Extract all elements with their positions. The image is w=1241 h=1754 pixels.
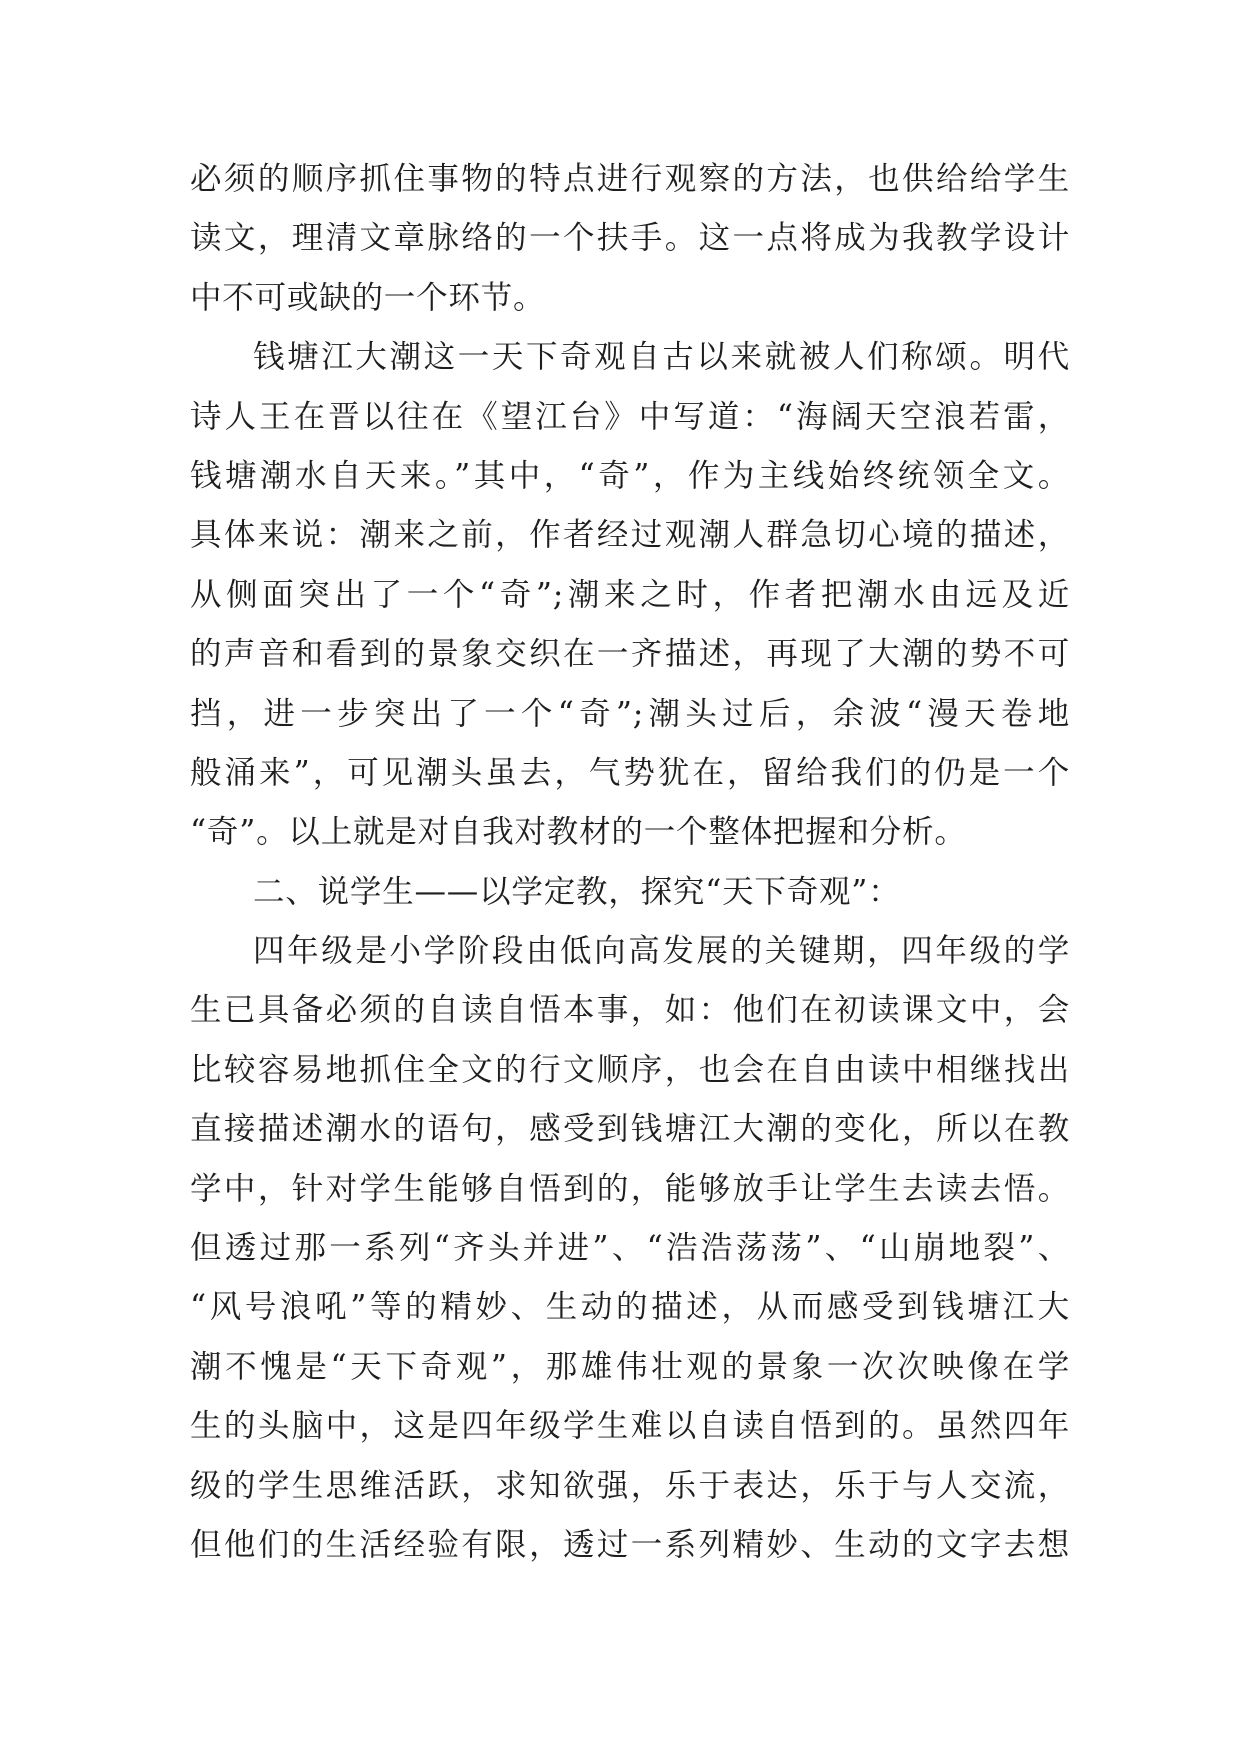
text-line: 级的学生思维活跃，求知欲强，乐于表达，乐于与人交流， (190, 1467, 1070, 1504)
text-line: 但透过那一系列“齐头并进”、“浩浩荡荡”、“山崩地裂”、 (190, 1230, 1070, 1267)
text-line: 比较容易地抓住全文的行文顺序，也会在自由读中相继找出 (190, 1051, 1070, 1088)
text-line: 从侧面突出了一个“奇”;潮来之时，作者把潮水由远及近 (190, 576, 1070, 613)
text-line: 潮不愧是“天下奇观”，那雄伟壮观的景象一次次映像在学 (190, 1348, 1070, 1385)
text-line: 诗人王在晋以往在《望江台》中写道：“海阔天空浪若雷， (190, 398, 1070, 435)
text-line: 必须的顺序抓住事物的特点进行观察的方法，也供给给学生 (190, 161, 1070, 197)
text-line: 般涌来”，可见潮头虽去，气势犹在，留给我们的仍是一个 (190, 754, 1070, 791)
text-line: 中不可或缺的一个环节。 (190, 279, 546, 316)
text-line: 读文，理清文章脉络的一个扶手。这一点将成为我教学设计 (190, 220, 1070, 257)
text-line: “风号浪吼”等的精妙、生动的描述，从而感受到钱塘江大 (190, 1289, 1070, 1326)
text-line: “奇”。以上就是对自我对教材的一个整体把握和分析。 (190, 814, 967, 851)
text-line: 钱塘江大潮这一天下奇观自古以来就被人们称颂。明代 (253, 339, 1070, 376)
text-line: 钱塘潮水自天来。”其中，“奇”，作为主线始终统领全文。 (190, 457, 1070, 494)
text-line: 二、说学生——以学定教，探究“天下奇观”： (253, 873, 901, 910)
text-line: 四年级是小学阶段由低向高发展的关键期，四年级的学 (253, 933, 1070, 970)
text-line: 学中，针对学生能够自悟到的，能够放手让学生去读去悟。 (190, 1170, 1070, 1207)
text-line: 生的头脑中，这是四年级学生难以自读自悟到的。虽然四年 (190, 1408, 1070, 1445)
text-line: 生已具备必须的自读自悟本事，如：他们在初读课文中，会 (190, 992, 1070, 1029)
body-text (190, 150, 1070, 1575)
text-line: 挡，进一步突出了一个“奇”;潮头过后，余波“漫天卷地 (190, 695, 1070, 732)
text-line: 直接描述潮水的语句，感受到钱塘江大潮的变化，所以在教 (190, 1111, 1070, 1148)
text-line: 但他们的生活经验有限，透过一系列精妙、生动的文字去想 (190, 1526, 1070, 1563)
text-line: 具体来说：潮来之前，作者经过观潮人群急切心境的描述， (190, 517, 1070, 554)
text-line: 的声音和看到的景象交织在一齐描述，再现了大潮的势不可 (190, 636, 1070, 673)
